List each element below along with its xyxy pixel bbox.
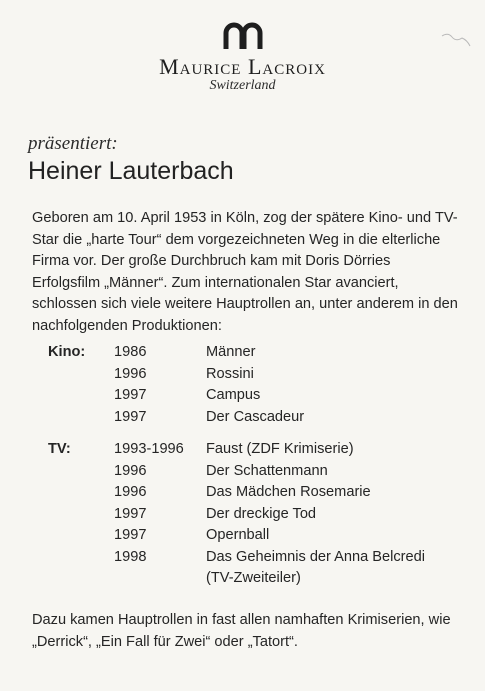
credit-year: 1993-1996	[114, 441, 184, 457]
credit-title: Campus	[206, 387, 261, 403]
credit-title: Das Mädchen Rosemarie	[206, 484, 371, 500]
credit-title: Rossini	[206, 365, 254, 382]
credit-title: Das Geheimnis der Anna Belcredi	[206, 548, 426, 565]
credit-title: Opernball	[206, 527, 270, 543]
credit-year: 1997	[114, 505, 147, 522]
credit-year: 1996	[114, 484, 147, 500]
credit-title: Männer	[206, 344, 256, 360]
outro-paragraph: Dazu kamen Hauptrollen in fast allen namhaften Krimiserien, wie „Derrick“, „Ein Fall für Zwei“ oder „Tatort“.	[32, 612, 451, 650]
credit-year: 1998	[114, 548, 147, 565]
brand-name: Maurice Lacroix	[159, 54, 326, 79]
actor-name: Heiner Lauterbach	[28, 157, 234, 185]
brand-subtitle: Switzerland	[209, 78, 276, 93]
credit-year: 1996	[114, 365, 147, 382]
credit-year: 1996	[114, 462, 147, 479]
section-label-tv: TV:	[48, 441, 71, 457]
credit-title-note: (TV-Zweiteiler)	[206, 570, 301, 586]
brand-logo	[0, 22, 485, 94]
intro-paragraph: Geboren am 10. April 1953 in Köln, zog der spätere Kino- und TV-Star die „harte Tour“ dem vorgezeichneten Weg in die elterliche Firma vor. Der große Durchbruch kam mit Doris Dörries Erfolgsfilm „Männer“. Zum internationalen Star avanciert, schlossen sich viele weitere Hauptrollen an, unter anderem in den nachfolgenden Produktionen:	[32, 210, 458, 334]
pencil-scribble-icon	[440, 30, 472, 50]
credit-year: 1997	[114, 387, 147, 403]
maurice-lacroix-emblem-icon	[223, 22, 263, 50]
credit-year: 1986	[114, 344, 147, 360]
credit-year: 1997	[114, 408, 147, 425]
credit-title: Faust (ZDF Krimiserie)	[206, 441, 354, 457]
credit-title: Der dreckige Tod	[206, 505, 317, 522]
credit-title: Der Schattenmann	[206, 462, 328, 479]
presents-label: präsentiert:	[28, 133, 118, 154]
section-label-kino: Kino:	[48, 344, 86, 360]
credit-title: Der Cascadeur	[206, 408, 305, 425]
credit-year: 1997	[114, 527, 147, 543]
